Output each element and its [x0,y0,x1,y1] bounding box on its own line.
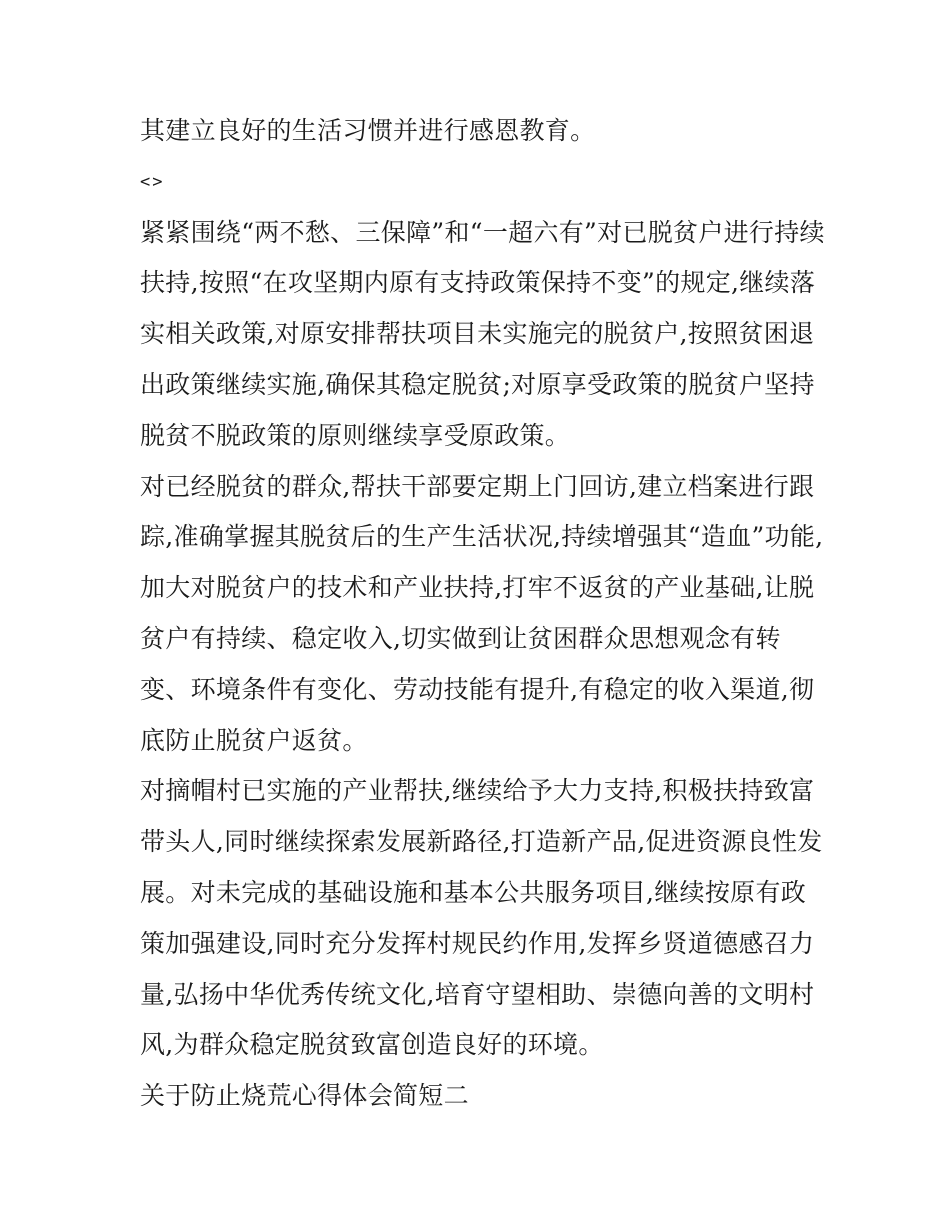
separator-marker: <> [140,171,165,192]
text-line: 对已经脱贫的群众,帮扶干部要定期上门回访,建立档案进行跟 [140,471,815,501]
text-line: 紧紧围绕“两不愁、三保障”和“一超六有”对已脱贫户进行持续 [140,217,825,247]
text-line: 变、环境条件有变化、劳动技能有提升,有稳定的收入渠道,彻 [140,674,815,704]
section-heading: 关于防止烧荒心得体会简短二 [140,1081,469,1111]
text-line: 贫户有持续、稳定收入,切实做到让贫困群众思想观念有转 [140,623,781,653]
text-line: 脱贫不脱政策的原则继续享受原政策。 [140,420,571,450]
text-line: 实相关政策,对原安排帮扶项目未实施完的脱贫户,按照贫困退 [140,319,815,349]
text-line: 对摘帽村已实施的产业帮扶,继续给予大力支持,积极扶持致富 [140,776,815,806]
text-line: 加大对脱贫户的技术和产业扶持,打牢不返贫的产业基础,让脱 [140,573,815,603]
text-line: 策加强建设,同时充分发挥村规民约作用,发挥乡贤道德感召力 [140,928,815,958]
text-line: 展。对未完成的基础设施和基本公共服务项目,继续按原有政 [140,877,807,907]
text-line: 带头人,同时继续探索发展新路径,打造新产品,促进资源良性发 [140,827,823,857]
text-line: 出政策继续实施,确保其稳定脱贫;对原享受政策的脱贫户坚持 [140,369,815,399]
text-line: 底防止脱贫户返贫。 [140,725,368,755]
document-page [140,106,825,1122]
text-line: 量,弘扬中华优秀传统文化,培育守望相助、崇德向善的文明村 [140,979,815,1009]
text-line: 扶持,按照“在攻坚期内原有支持政策保持不变”的规定,继续落 [140,268,816,298]
text-line: 其建立良好的生活习惯并进行感恩教育。 [140,116,596,145]
text-line: 踪,准确掌握其脱贫后的生产生活状况,持续增强其“造血”功能, [140,522,824,552]
text-line: 风,为群众稳定脱贫致富创造良好的环境。 [140,1030,604,1060]
